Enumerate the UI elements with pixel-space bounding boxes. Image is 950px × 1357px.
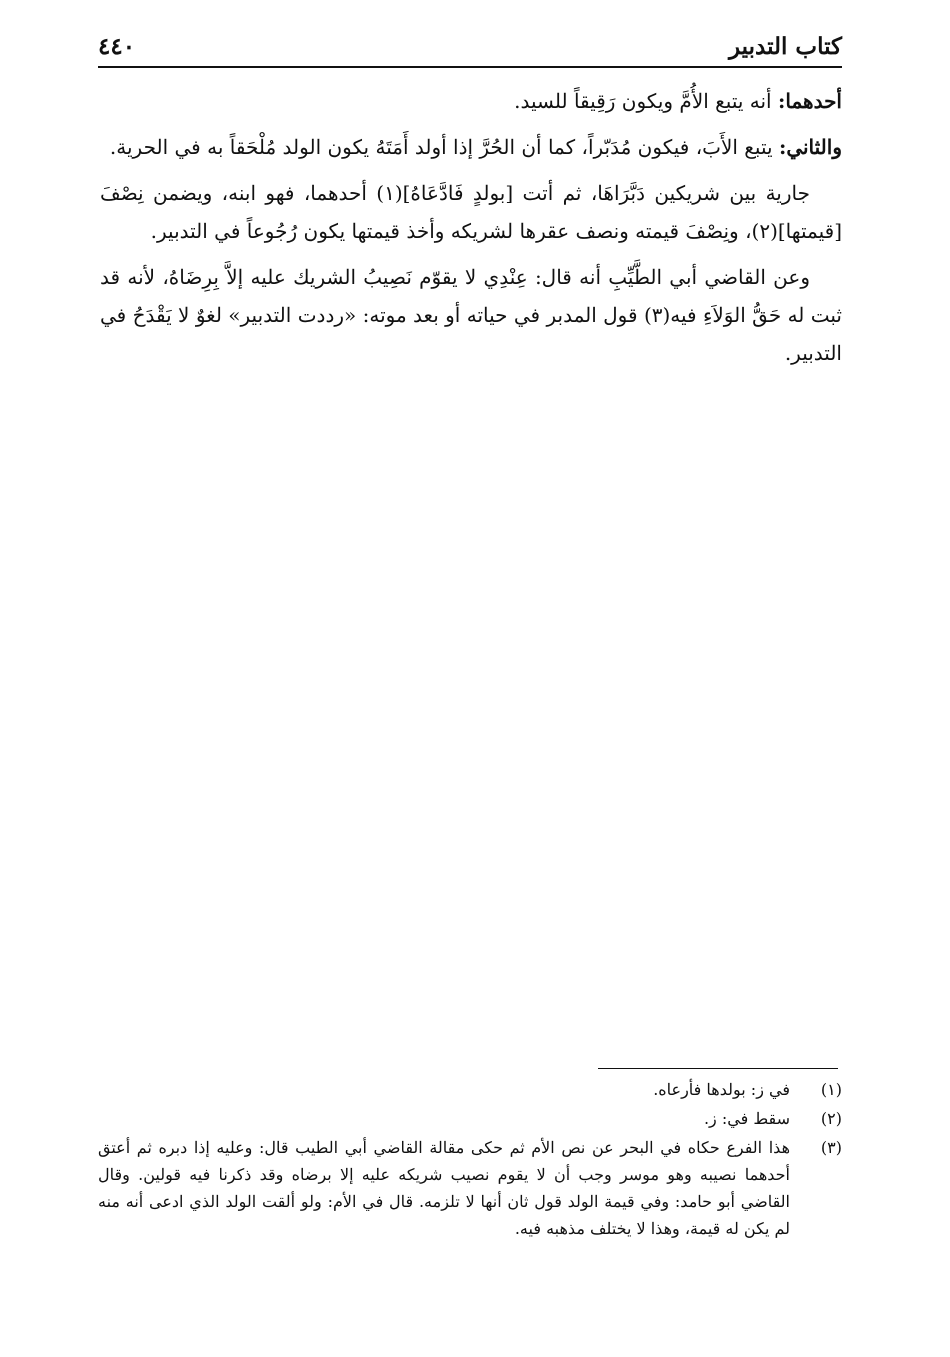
footnote-rule xyxy=(598,1068,838,1069)
footnotes xyxy=(98,1076,842,1244)
paragraph-4: وعن القاضي أبي الطَّيِّبِ أنه قال: عِنْدِي لا يقوّم نَصِيبُ الشريك عليه إلاَّ بِرِضَاهُ، لأنه قد ثبت له حَقُّ الوَلاَءِ فيه(٣) قول المدبر في حياته أو بعد موته: «رددت التدبير» لغوٌ لا يَقْدَحُ في التدبير. xyxy=(100,265,842,365)
paragraph-2 xyxy=(100,128,842,166)
page-number: ٤٤٠ xyxy=(98,33,136,60)
footnote-1 xyxy=(98,1076,842,1103)
paragraph-1-text: أنه يتبع الأُمَّ ويكون رَقِيقاً للسيد. xyxy=(514,89,778,113)
footnote-number: (٣) xyxy=(820,1138,842,1157)
running-header xyxy=(98,30,842,66)
footnote-3 xyxy=(98,1134,842,1242)
footnote-text: سقط في: ز. xyxy=(703,1109,790,1128)
footnote-text: هذا الفرع حكاه في البحر عن نص الأم ثم حكى مقالة القاضي أبي الطيب قال: وعليه إذا دبره ثم أعتق أحدهما نصيبه وهو موسر وجب أن لا يقوم نصيب شريكه عليه إلا برضاه وقد ذكرنا فيه قولين. وقال القاضي أبو حامد: وفي قيمة الولد قول ثان أنها لا تلزمه. قال في الأم: ولو ألقت الولد الذي ادعى أنه منه لم يكن له قيمة، وهذا لا يختلف مذهبه فيه. xyxy=(98,1138,791,1238)
paragraph-1-lead: أحدهما: xyxy=(777,89,842,113)
paragraph-2-lead: والثاني: xyxy=(778,135,842,159)
main-text xyxy=(100,82,842,380)
paragraph-3: جارية بين شريكين دَبَّرَاهَا، ثم أتت [بولدٍ فَادَّعَاهُ](١) أحدهما، فهو ابنه، ويضمن نِصْفَ [قيمتها](٢)، ونِصْفَ قيمته ونصف عقرها لشريكه وأخذ قيمتها يكون رُجُوعاً في التدبير. xyxy=(100,181,842,243)
paragraph-1 xyxy=(100,82,842,120)
footnote-2 xyxy=(98,1105,842,1132)
header-rule xyxy=(98,66,842,68)
paragraph-2-text: يتبع الأَبَ، فيكون مُدَبّراً، كما أن الحُرَّ إذا أولد أَمَتَهُ يكون الولد مُلْحَقاً به في الحرية. xyxy=(109,135,779,159)
footnote-number: (٢) xyxy=(820,1109,842,1128)
header-title: كتاب التدبير xyxy=(728,33,842,60)
footnote-text: في ز: بولدها فأرعاه. xyxy=(653,1080,790,1099)
footnote-number: (١) xyxy=(820,1080,842,1099)
